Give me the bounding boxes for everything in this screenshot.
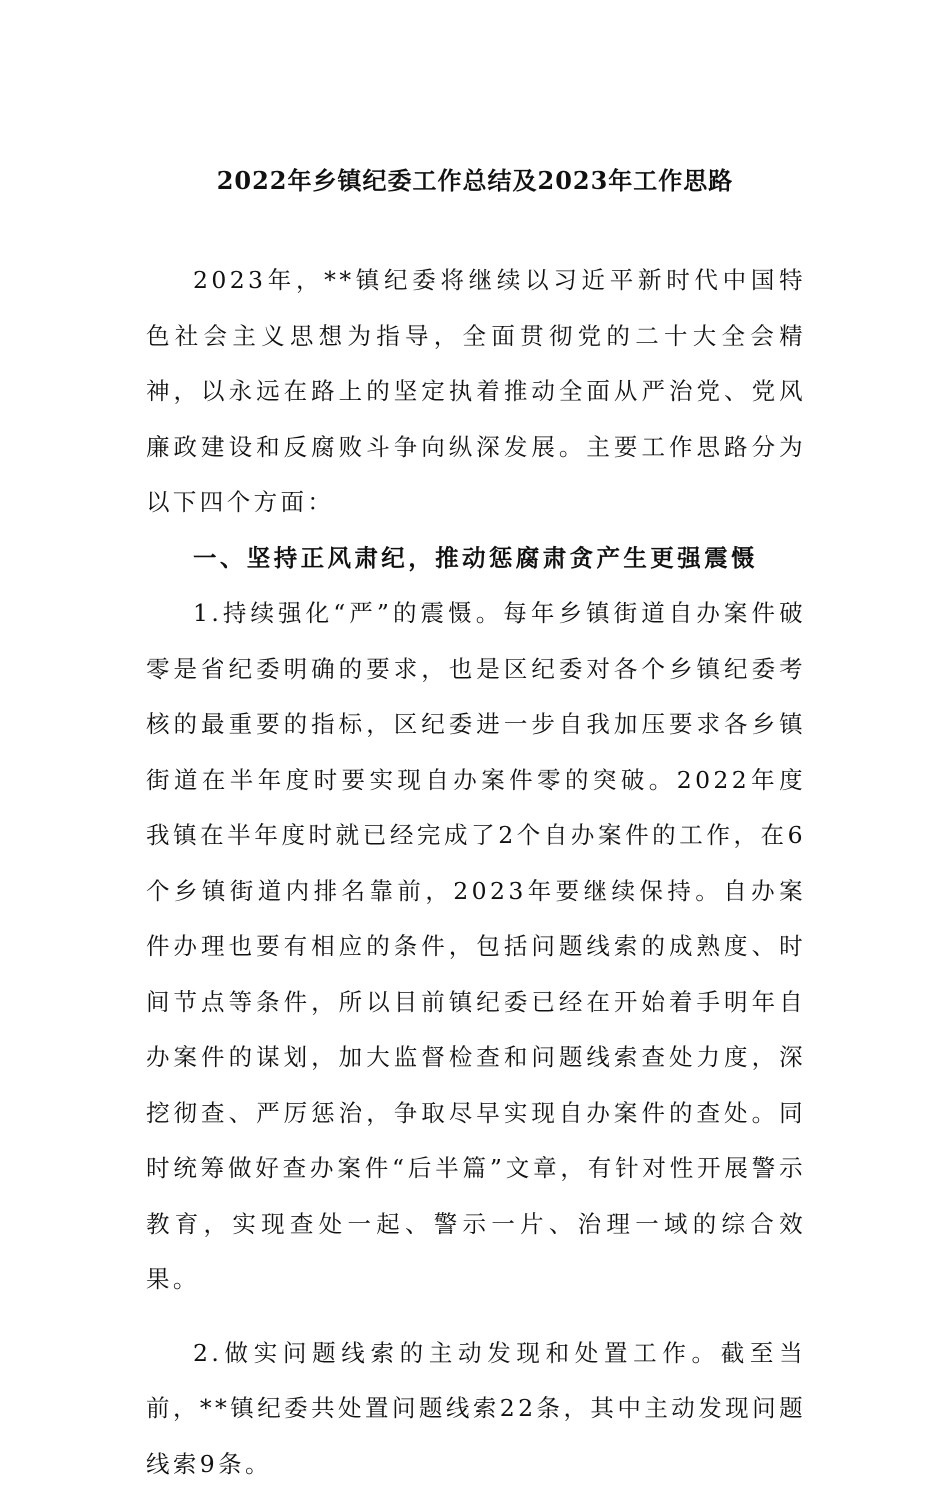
document-body	[146, 253, 806, 1492]
section-heading: 一、坚持正风肃纪，推动惩腐肃贪产生更强震慑	[146, 531, 806, 587]
document-title: 2022年乡镇纪委工作总结及2023年工作思路	[0, 161, 950, 201]
body-paragraph-2: 2.做实问题线索的主动发现和处置工作。截至当前，**镇纪委共处置问题线索22条，其中主动发现问题线索9条。	[146, 1326, 806, 1492]
intro-paragraph: 2023年，**镇纪委将继续以习近平新时代中国特色社会主义思想为指导，全面贯彻党的二十大全会精神，以永远在路上的坚定执着推动全面从严治党、党风廉政建设和反腐败斗争向纵深发展。主要工作思路分为以下四个方面：	[146, 253, 806, 531]
body-paragraph-1: 1.持续强化“严”的震慑。每年乡镇街道自办案件破零是省纪委明确的要求，也是区纪委对各个乡镇纪委考核的最重要的指标，区纪委进一步自我加压要求各乡镇街道在半年度时要实现自办案件零的突破。2022年度我镇在半年度时就已经完成了2个自办案件的工作，在6个乡镇街道内排名靠前，2023年要继续保持。自办案件办理也要有相应的条件，包括问题线索的成熟度、时间节点等条件，所以目前镇纪委已经在开始着手明年自办案件的谋划，加大监督检查和问题线索查处力度，深挖彻查、严厉惩治，争取尽早实现自办案件的查处。同时统筹做好查办案件“后半篇”文章，有针对性开展警示教育，实现查处一起、警示一片、治理一域的综合效果。	[146, 586, 806, 1308]
